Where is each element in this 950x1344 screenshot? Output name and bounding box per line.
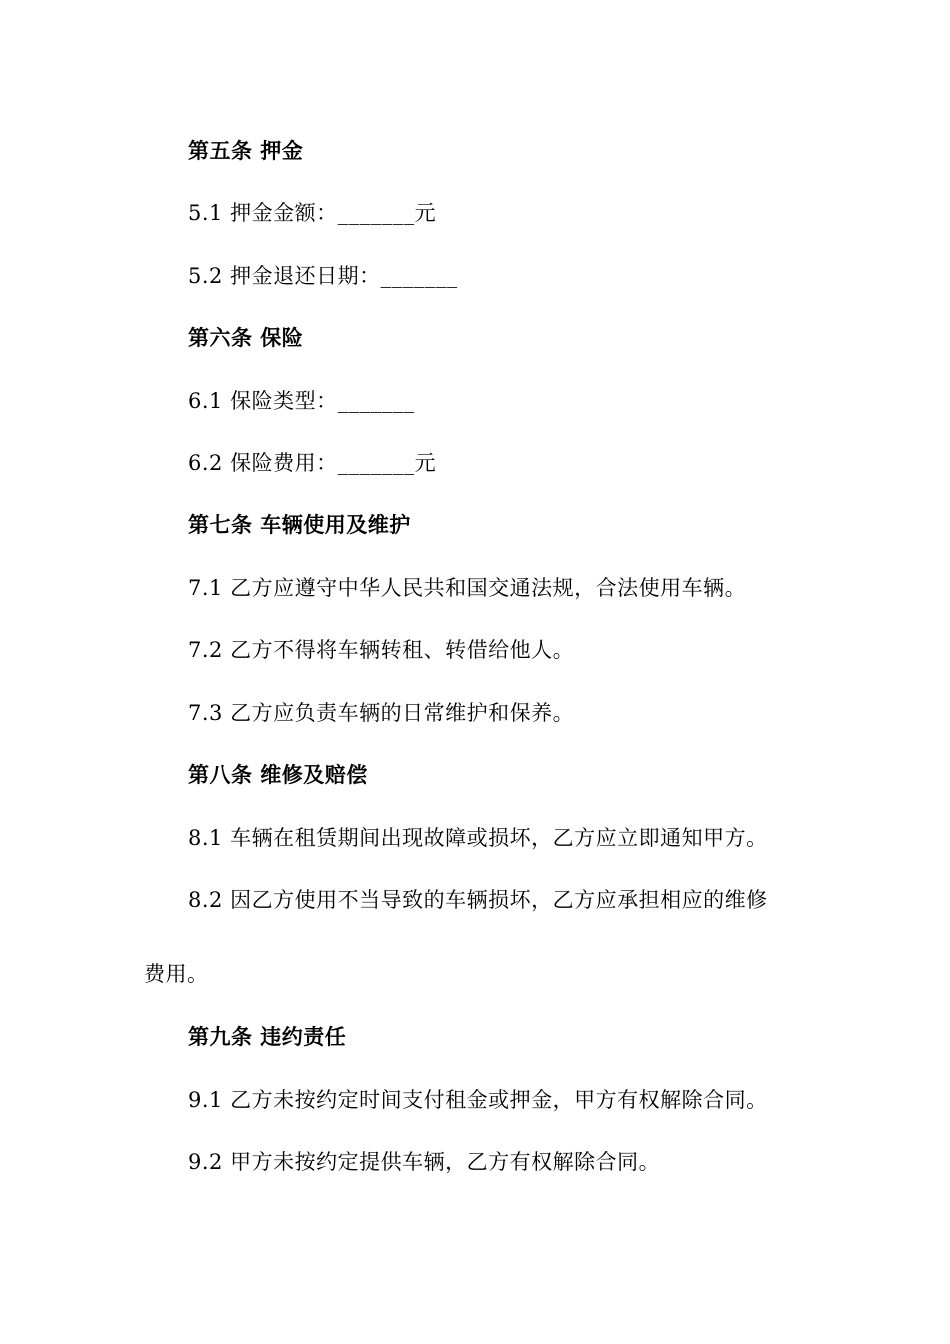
clause-6-2: 6.2 保险费用：_______元 [188,451,437,475]
section-heading-9: 第九条 违约责任 [188,1025,347,1049]
clause-7-1: 7.1 乙方应遵守中华人民共和国交通法规，合法使用车辆。 [188,576,747,600]
clause-6-1: 6.1 保险类型：_______ [188,389,415,413]
clause-8-2-continuation: 费用。 [144,962,209,986]
clause-9-2: 9.2 甲方未按约定提供车辆，乙方有权解除合同。 [188,1150,661,1174]
clause-9-1: 9.1 乙方未按约定时间支付租金或押金，甲方有权解除合同。 [188,1088,768,1112]
clause-8-1: 8.1 车辆在租赁期间出现故障或损坏，乙方应立即通知甲方。 [188,826,768,850]
section-heading-6: 第六条 保险 [188,326,304,350]
section-heading-8: 第八条 维修及赔偿 [188,763,368,787]
clause-7-2: 7.2 乙方不得将车辆转租、转借给他人。 [188,638,575,662]
section-heading-7: 第七条 车辆使用及维护 [188,513,411,537]
clause-8-2: 8.2 因乙方使用不当导致的车辆损坏，乙方应承担相应的维修 [188,888,768,912]
clause-5-2: 5.2 押金退还日期：_______ [188,264,458,288]
section-heading-5: 第五条 押金 [188,139,304,163]
clause-7-3: 7.3 乙方应负责车辆的日常维护和保养。 [188,701,575,725]
clause-5-1: 5.1 押金金额：_______元 [188,201,437,225]
